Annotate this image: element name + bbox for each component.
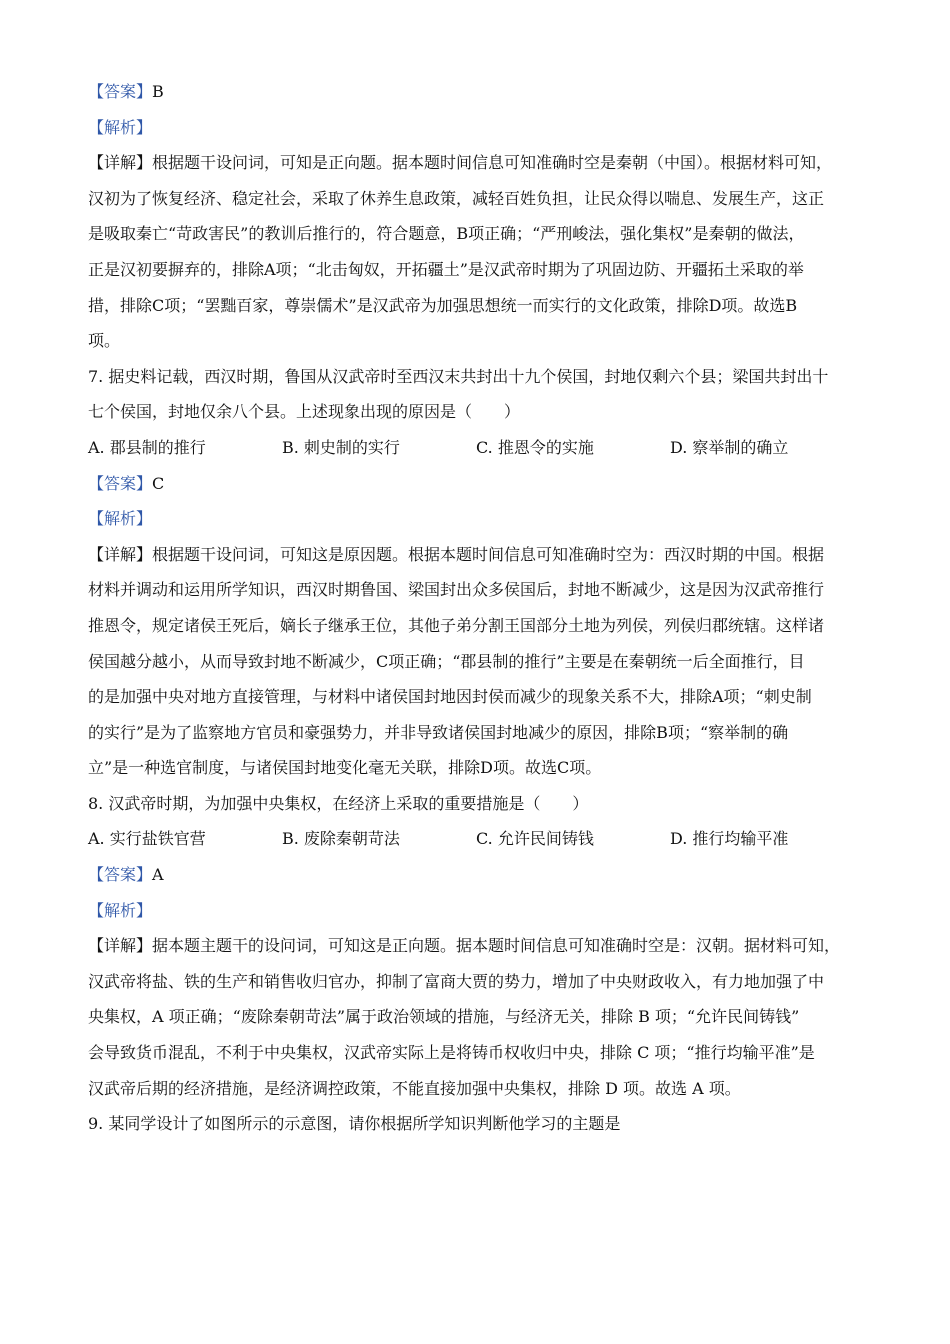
analysis-tag: 【解析】 <box>88 900 153 920</box>
q8-option-b: B. 废除秦朝苛法 <box>282 829 400 849</box>
q6-detail-line: 措，排除C项；“罢黜百家，尊崇儒术”是汉武帝为加强思想统一而实行的文化政策，排除D项。故选B <box>88 295 798 315</box>
document-page <box>88 74 868 1142</box>
q7-detail-line: 立”是一种选官制度，与诸侯国封地变化毫无关联，排除D项。故选C项。 <box>88 758 602 778</box>
q8-detail-text: 据本题主题干的设问词，可知这是正向题。据本题时间信息可知准确时空是：汉朝。据材料可知， <box>152 936 841 956</box>
q8-answer-line <box>88 857 868 893</box>
q8-stem-line: 8. 汉武帝时期，为加强中央集权，在经济上采取的重要措施是（ ） <box>88 793 589 813</box>
q8-option-d: D. 推行均输平准 <box>670 829 789 849</box>
q8-detail-line: 央集权，A 项正确；“废除秦朝苛法”属于政治领域的措施，与经济无关，排除 B 项；“允许民间铸钱” <box>88 1007 800 1027</box>
q6-answer-line <box>88 74 868 110</box>
analysis-tag: 【解析】 <box>88 117 153 137</box>
q8-detail-line: 会导致货币混乱，不利于中央集权，汉武帝实际上是将铸币权收归中央，排除 C 项；“推行均输平准”是 <box>88 1043 815 1063</box>
detail-tag: 【详解】 <box>88 153 153 173</box>
detail-tag: 【详解】 <box>88 936 153 956</box>
q7-stem-line: 七个侯国，封地仅余八个县。上述现象出现的原因是（ ） <box>88 402 521 422</box>
q7-detail-line: 的是加强中央对地方直接管理，与材料中诸侯国封地因封侯而减少的现象关系不大，排除A项；“刺史制 <box>88 687 812 707</box>
q8-detail-line: 汉武帝将盐、铁的生产和销售收归官办，抑制了富商大贾的势力，增加了中央财政收入，有力地加强了中 <box>88 971 825 991</box>
q7-answer-line <box>88 466 868 502</box>
q7-stem-line: 7. 据史料记载，西汉时期，鲁国从汉武帝时至西汉末共封出十九个侯国，封地仅剩六个县；梁国共封出十 <box>88 366 829 386</box>
q7-detail-text: 根据题干设问词，可知这是原因题。根据本题时间信息可知准确时空为：西汉时期的中国。根据 <box>152 544 825 564</box>
q8-detail-line <box>88 928 868 964</box>
detail-tag: 【详解】 <box>88 544 153 564</box>
q7-detail-line: 侯国越分越小，从而导致封地不断减少，C项正确；“郡县制的推行”主要是在秦朝统一后全面推行，目 <box>88 651 805 671</box>
q7-detail-line: 材料并调动和运用所学知识，西汉时期鲁国、梁国封出众多侯国后，封地不断减少，这是因为汉武帝推行 <box>88 580 825 600</box>
q7-option-c: C. 推恩令的实施 <box>476 437 594 457</box>
q6-detail-line: 汉初为了恢复经济、稳定社会，采取了休养生息政策，减轻百姓负担，让民众得以喘息、发展生产，这正 <box>88 188 825 208</box>
q7-detail-line: 的实行”是为了监察地方官员和豪强势力，并非导致诸侯国封地减少的原因，排除B项；“察举制的确 <box>88 722 789 742</box>
q7-detail-line <box>88 537 868 573</box>
analysis-tag: 【解析】 <box>88 509 153 529</box>
q7-options <box>88 430 868 466</box>
q7-option-b: B. 刺史制的实行 <box>282 437 400 457</box>
q6-detail-text: 根据题干设问词，可知是正向题。据本题时间信息可知准确时空是秦朝（中国）。根据材料可知， <box>152 153 833 173</box>
answer-tag: 【答案】 <box>88 473 153 493</box>
q7-option-d: D. 察举制的确立 <box>670 437 789 457</box>
q6-detail-line: 是吸取秦亡“苛政害民”的教训后推行的，符合题意，B项正确；“严刑峻法，强化集权”是秦朝的做法， <box>88 224 805 244</box>
q8-answer-value: A <box>152 865 164 885</box>
q6-detail-line <box>88 145 868 181</box>
q8-options <box>88 821 868 857</box>
q8-option-a: A. 实行盐铁官营 <box>88 829 206 849</box>
answer-tag: 【答案】 <box>88 865 153 885</box>
q7-option-a: A. 郡县制的推行 <box>88 437 206 457</box>
q7-answer-value: C <box>152 473 165 493</box>
q8-option-c: C. 允许民间铸钱 <box>476 829 594 849</box>
q6-detail-line: 正是汉初要摒弃的，排除A项；“北击匈奴，开拓疆土”是汉武帝时期为了巩固边防、开疆拓土采取的举 <box>88 259 804 279</box>
q8-detail-line: 汉武帝后期的经济措施，是经济调控政策，不能直接加强中央集权，排除 D 项。故选 A 项。 <box>88 1078 741 1098</box>
q9-stem-line: 9. 某同学设计了如图所示的示意图，请你根据所学知识判断他学习的主题是 <box>88 1114 621 1134</box>
q8-analysis-line <box>88 893 868 929</box>
q6-detail-line: 项。 <box>88 331 121 351</box>
q7-detail-line: 推恩令，规定诸侯王死后，嫡长子继承王位，其他子弟分割王国部分土地为列侯，列侯归郡统辖。这样诸 <box>88 615 825 635</box>
q6-answer-value: B <box>152 82 164 101</box>
q7-analysis-line <box>88 501 868 537</box>
answer-tag: 【答案】 <box>88 82 153 101</box>
q6-analysis-line <box>88 110 868 146</box>
